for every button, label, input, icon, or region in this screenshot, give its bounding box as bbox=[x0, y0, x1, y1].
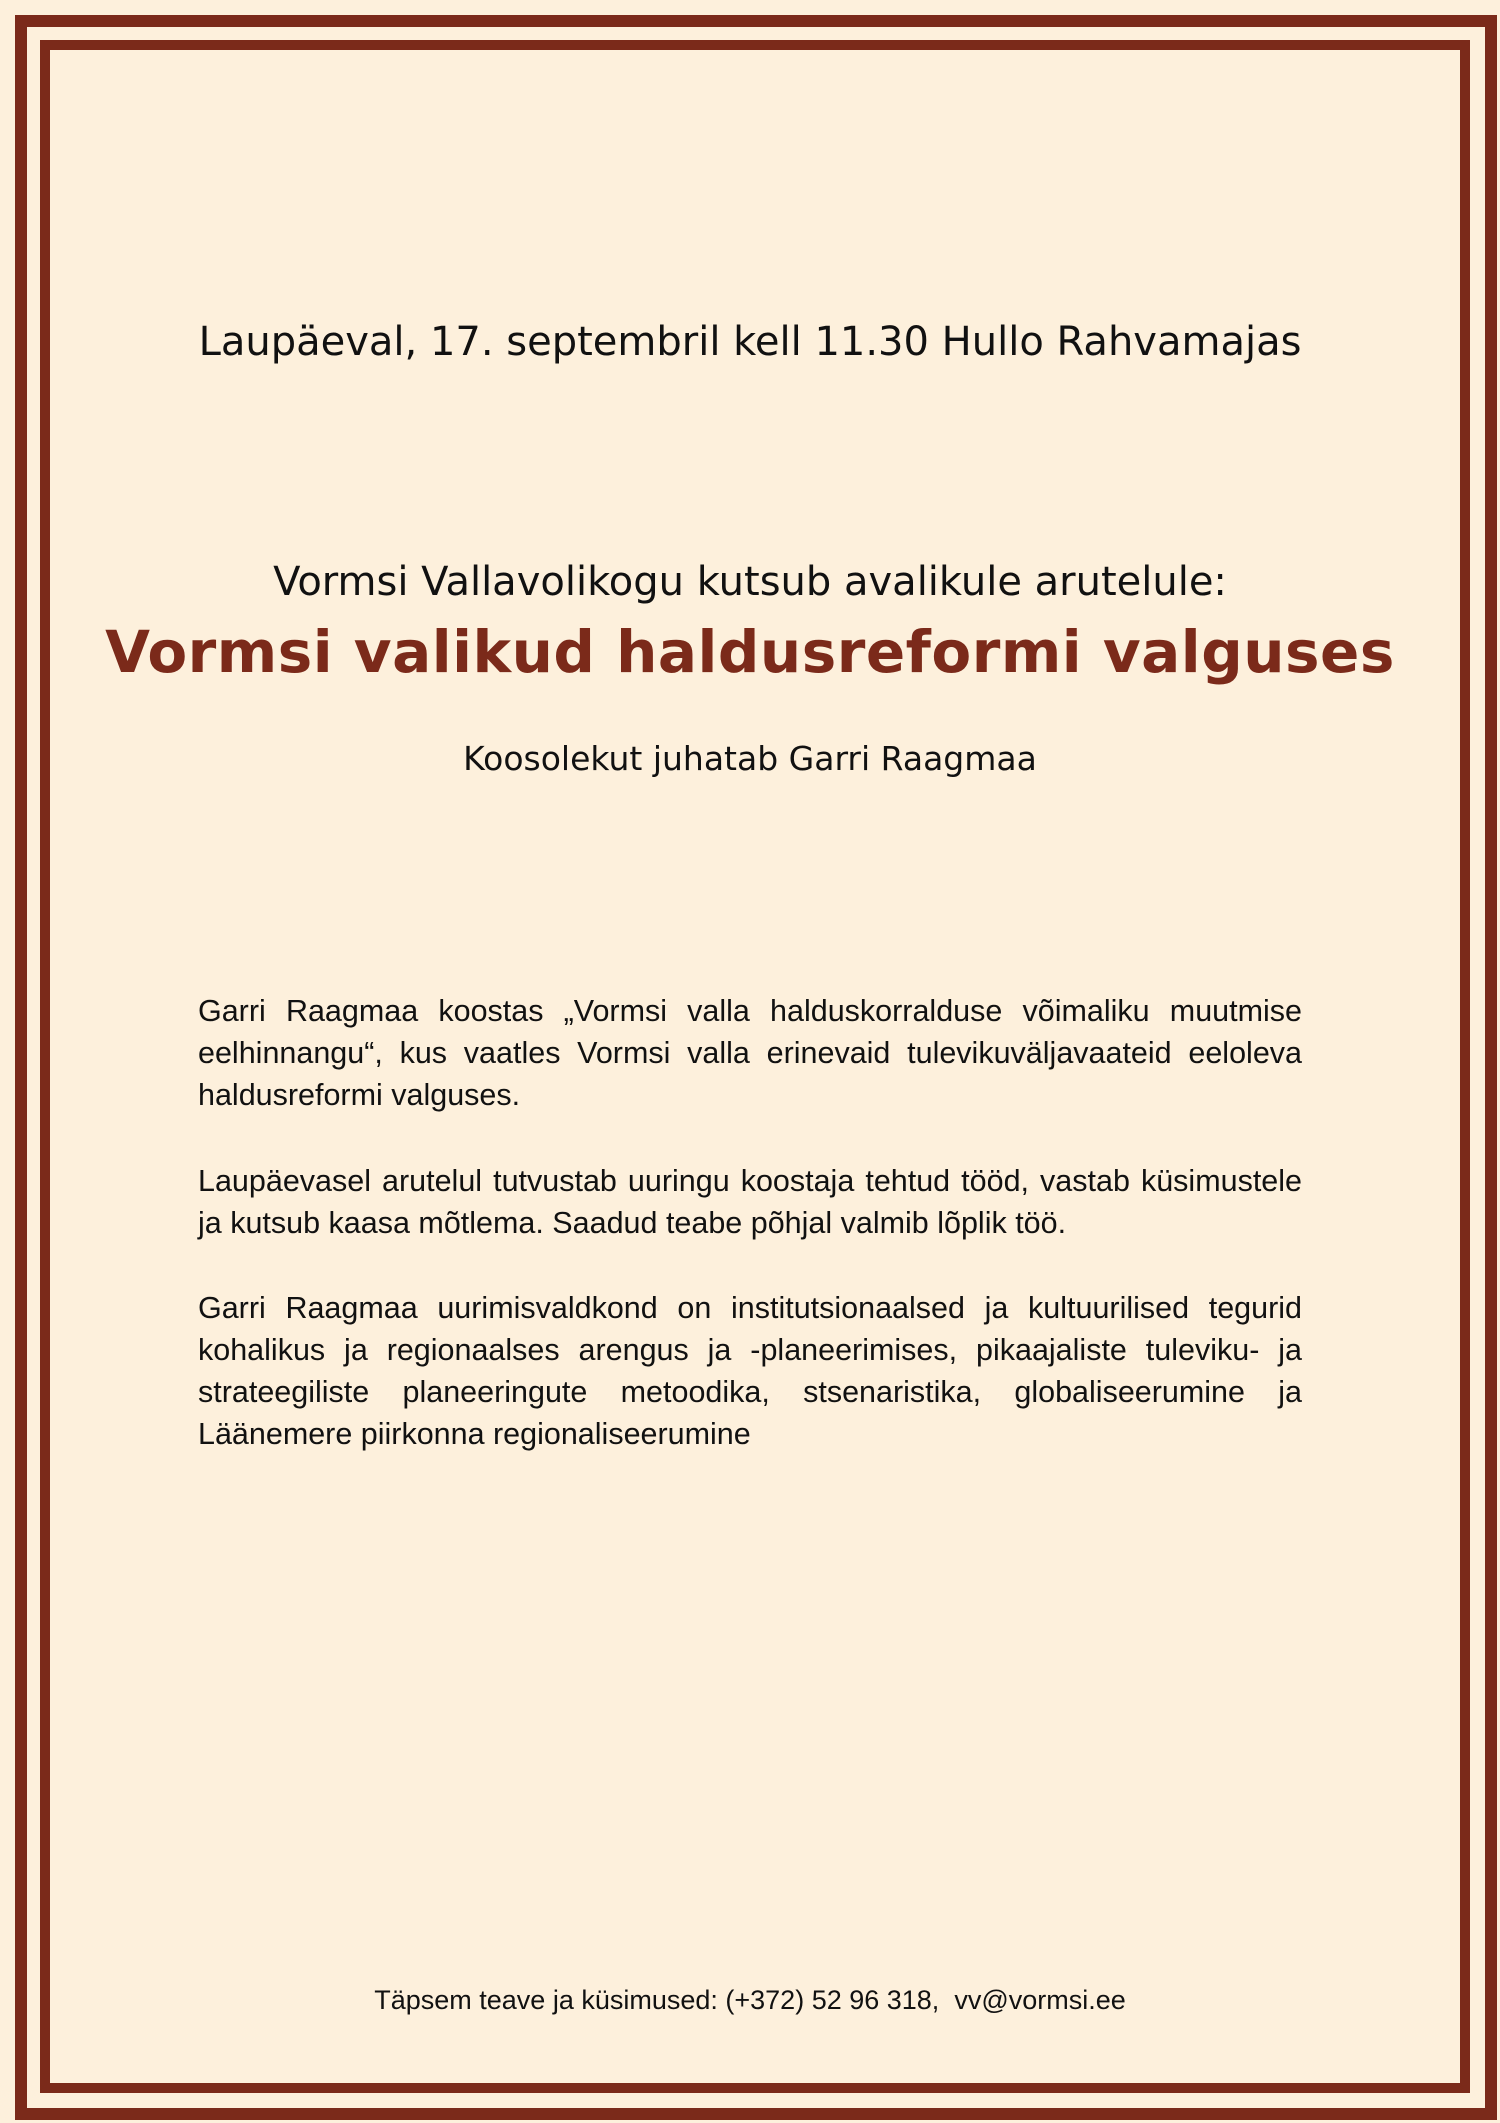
paragraph-research-field: Garri Raagmaa uurimisvaldkond on institutsionaalsed ja kultuurilised tegurid kohalikus ja regionaalses arengus ja -planeerimises, pikaajaliste tuleviku- ja strateegiliste planeeringute metoodika, stsenaristika, globaliseerumine ja Läänemere piirkonna regionaliseerumine bbox=[198, 1291, 1302, 1451]
chair-line: Koosolekut juhatab Garri Raagmaa bbox=[463, 739, 1037, 778]
contact-info: Täpsem teave ja küsimused: (+372) 52 96 318, vv@vormsi.ee bbox=[374, 1985, 1126, 2015]
paragraph-study: Garri Raagmaa koostas „Vormsi valla halduskorralduse võimaliku muutmise eelhinnangu“, kus vaatles Vormsi valla erinevaid tulevikuväljavaateid eeloleva haldusreformi valguses. bbox=[198, 994, 1302, 1112]
event-date-line: Laupäeval, 17. septembril kell 11.30 Hullo Rahvamajas bbox=[198, 319, 1302, 365]
invitation-line: Vormsi Vallavolikogu kutsub avalikule arutelule: bbox=[273, 559, 1227, 605]
poster-title: Vormsi valikud haldusreformi valguses bbox=[105, 618, 1395, 686]
paragraph-discussion: Laupäevasel arutelul tutvustab uuringu koostaja tehtud tööd, vastab küsimustele ja kutsub kaasa mõtlema. Saadud teabe põhjal valmib lõplik töö. bbox=[198, 1164, 1302, 1240]
